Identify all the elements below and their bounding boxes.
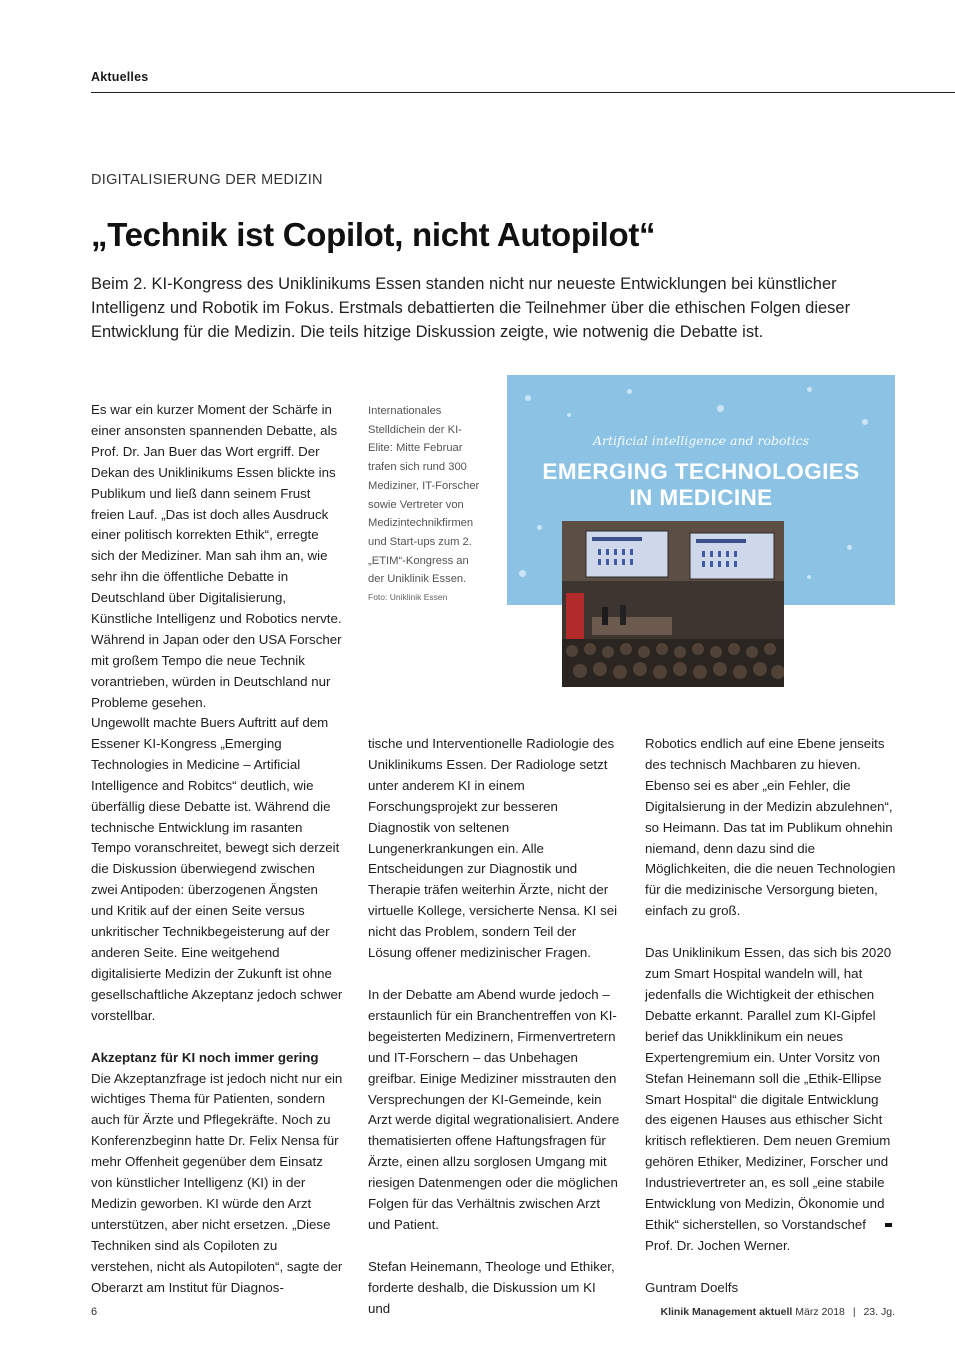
banner-title-line: EMERGING TECHNOLOGIES [542,459,860,484]
banner-dot [537,525,542,530]
author-byline: Guntram Doelfs [645,1279,739,1295]
banner-subtitle: Artificial intelligence and robotics [592,433,809,448]
banner-dot [627,389,632,394]
article-headline: „Technik ist Copilot, nicht Autopilot“ [91,216,656,253]
body-column-1 [91,713,343,1298]
page-number: 6 [91,1306,98,1318]
issue-date: März 2018 [795,1306,845,1318]
photo-credit: Foto: Uniklinik Essen [368,592,448,603]
paragraph-gap [91,1027,343,1048]
banner-dot [807,387,812,392]
publication-name: Klinik Management aktuell [660,1306,793,1318]
header-rule [91,92,955,93]
end-mark [885,1223,892,1227]
banner-title [507,459,895,511]
body-column-3 [645,734,897,1299]
intro-paragraph: Es war ein kurzer Moment der Schärfe in einer ansonsten spannenden Debatte, als Prof. Dr. Jan Buer das Wort ergriff. Der Dekan des Uniklinikums Essen blickte ins Publikum und ließ dann seinem Frust freien Lauf. „Das ist doch alles Ausdruck einer politisch korrekten Ethik“, erregte sich der Mediziner. Man sah ihm an, wie sehr ihn die öffentliche Debatte in Deutschland über Digitalisierung, Künstliche Intelligenz und Robotics nervte. Während in Japan oder den USA Forscher mit großem Tempo die neue Technik vorantrieben, würden in Deutschland nur Probleme gesehen. [91,402,342,710]
banner-dot [847,545,852,550]
banner-dot [525,395,531,401]
body-paragraph: Stefan Heinemann, Theologe und Ethiker, forderte deshalb, die Diskussion um KI und [368,1258,615,1316]
paragraph-gap [368,964,620,985]
lecture-hall-illustration [562,521,784,687]
section-subhead: Akzeptanz für KI noch immer gering [91,1049,319,1065]
banner-dot [807,575,811,579]
caption-text: Internationales Stelldichein der KI-Elite: Mitte Februar trafen sich rund 300 Mediziner, IT-Forscher sowie Vertreter von Medizintechnikfirmen und Start-ups zum 2. „ETIM“-Kongress an der Uniklinik Essen. [368,405,480,586]
paragraph-gap [368,1236,620,1257]
body-paragraph: Ungewollt machte Buers Auftritt auf dem Essener KI-Kongress „Emerging Technologies in Medicine – Artificial Intelligence and Robitcs“ deutlich, wie überfällig diese Debatte ist. Während die technische Entwicklung im rasanten Tempo voranschreitet, bewegt sich derzeit die Diskussion überwiegend zwischen zwei Antipoden: überzogenen Ängsten und Kritik auf der einen Seite versus unkritischer Technikbegeisterung auf der anderen Seite. Eine weitgehend digitalisierte Medizin der Zukunft ist ohne gesellschaftliche Akzeptanz jedoch schwer vorstellbar. [91,715,343,1023]
body-paragraph: In der Debatte am Abend wurde jedoch – erstaunlich für ein Branchentreffen von KI-begeisterten Medizinern, Firmenvertretern und IT-Forschern – das Unbehagen greifbar. Einige Mediziner misstrauten den Versprechungen der KI-Gemeinde, kein Arzt werde digital wegrationalisiert. Andere thematisierten offene Haftungsfragen für Ärzte, einen allzu sorglosen Umgang mit riesigen Datenmengen oder die möglichen Folgen für das Verhältnis zwischen Arzt und Patient. [368,986,620,1232]
congress-photo [562,521,784,687]
paragraph-gap [645,922,897,943]
article-kicker: DIGITALISIERUNG DER MEDIZIN [91,172,323,188]
figure-caption [368,402,486,605]
section-label: Aktuelles [91,70,149,84]
body-paragraph: Das Uniklinikum Essen, das sich bis 2020 zum Smart Hospital wandeln will, hat jedenfalls die Wichtigkeit der ethischen Debatte erkannt. Parallel zum KI-Gipfel berief das Unikklinikum ein neues Expertengremium ein. Unter Vorsitz von Stefan Heinemann soll die „Ethik-Ellipse Smart Hospital“ die digitale Entwicklung des eigenen Hauses aus ethischer Sicht kritisch reflektieren. Dem neuen Gremium gehören Ethiker, Mediziner, Forscher und Industrievertreter an, es soll „eine stabile Entwicklung von Medizin, Ökonomie und Ethik“ sicherstellen, so Vorstandschef Prof. Dr. Jochen Werner. [645,945,892,1253]
article-lead: Beim 2. KI-Kongress des Uniklinikums Essen standen nicht nur neueste Entwicklungen bei künstlicher Intelligenz und Robotik im Fokus. Erstmals debattierten die Teilnehmer über die ethischen Folgen dieser Entwicklung für die Medizin. Die teils hitzige Diskussion zeigte, wie notwenig die Debatte ist. [91,275,851,341]
banner-dot [717,405,724,412]
footer-separator: | [852,1306,856,1318]
volume-label: 23. Jg. [863,1306,895,1318]
footer-publication [660,1306,895,1318]
banner-dot [862,419,868,425]
paragraph-gap [645,1257,897,1278]
intro-column [91,400,343,714]
body-column-2 [368,734,620,1320]
banner-dot [567,413,571,417]
body-paragraph: Robotics endlich auf eine Ebene jenseits des technisch Machbaren zu hieven. Ebenso sei es aber „ein Fehler, die Digitalsierung in der Medizin abzulehnen“, so Heimann. Das tat im Publikum ohnehin niemand, denn dazu sind die Möglichkeiten, die die neuen Technologien für die medizinische Versorgung bieten, einfach zu groß. [645,736,896,919]
body-paragraph: tische und Interventionelle Radiologie des Uniklinikums Essen. Der Radiologe setzt unter anderem KI in einem Forschungsprojekt zur besseren Diagnostik von seltenen Lungenerkrankungen ein. Alle Entscheidungen zur Diagnostik und Therapie träfen weiterhin Ärzte, nicht der virtuelle Kollege, versicherte Nensa. KI sei nicht das Problem, sondern Teil der Lösung offener medizinischer Fragen. [368,736,618,961]
body-paragraph: Die Akzeptanzfrage ist jedoch nicht nur ein wichtiges Thema für Patienten, sondern auch für Ärzte und Pflegekräfte. Noch zu Konferenzbeginn hatte Dr. Felix Nensa für mehr Offenheit gegenüber dem Einsatz von künstlicher Intelligenz (KI) in der Medizin geworben. KI würde den Arzt unterstützen, aber nicht ersetzen. „Diese Techniken sind als Copiloten zu verstehen, nicht als Autopiloten“, sagte der Oberarzt am Institut für Diagnos- [91,1070,343,1295]
banner-title-line: IN MEDICINE [629,485,773,510]
banner-dot [519,570,526,577]
